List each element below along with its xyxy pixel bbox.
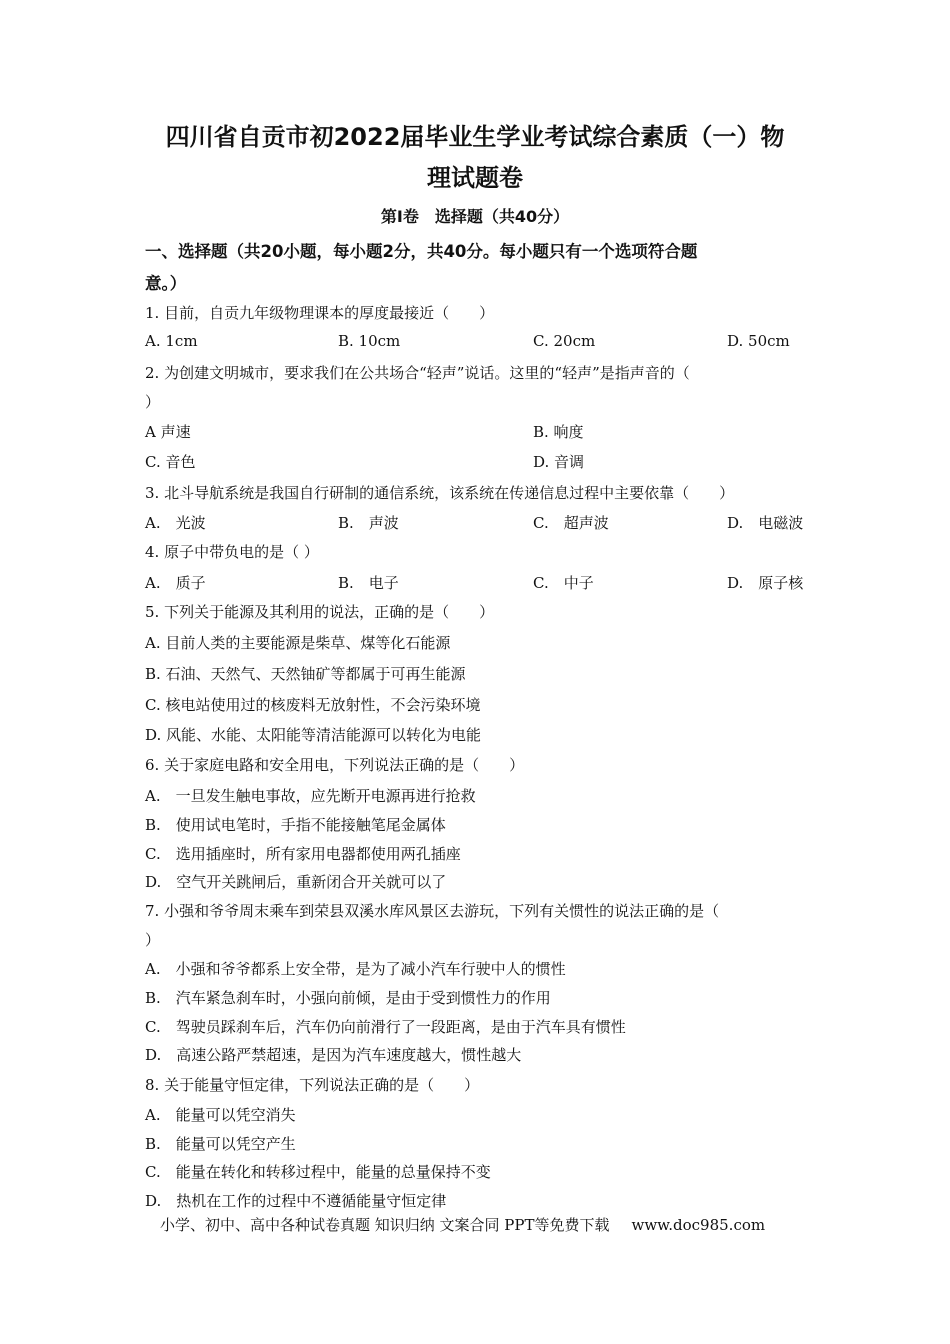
question-4-option-b: B. 电子 — [338, 574, 399, 592]
question-6-option-b: B. 使用试电笔时，手指不能接触笔尾金属体 — [145, 816, 446, 834]
question-3-option-b: B. 声波 — [338, 514, 399, 532]
question-4-option-a: A. 质子 — [145, 574, 206, 592]
question-4-stem: 4. 原子中带负电的是（ ） — [145, 543, 319, 561]
section-heading-line1: 一、选择题（共20小题，每小题2分，共40分。每小题只有一个选项符合题 — [145, 242, 698, 261]
question-8-option-a: A. 能量可以凭空消失 — [145, 1106, 296, 1124]
question-7-stem: 7. 小强和爷爷周末乘车到荣县双溪水库风景区去游玩，下列有关惯性的说法正确的是（ — [145, 902, 720, 920]
question-2-stem-cont: ） — [145, 393, 161, 411]
question-6-option-a: A. 一旦发生触电事故，应先断开电源再进行抢救 — [145, 787, 476, 805]
question-5-option-b: B. 石油、天然气、天然铀矿等都属于可再生能源 — [145, 665, 466, 683]
question-1-option-b: B. 10cm — [338, 332, 401, 350]
question-1-option-c: C. 20cm — [533, 332, 596, 350]
question-1-stem: 1. 目前，自贡九年级物理课本的厚度最接近（ ） — [145, 304, 495, 322]
question-8-option-c: C. 能量在转化和转移过程中，能量的总量保持不变 — [145, 1163, 491, 1181]
exam-title-line2: 理试题卷 — [427, 164, 523, 192]
exam-title-line1: 四川省自贡市初2022届毕业生学业考试综合素质（一）物 — [165, 123, 785, 151]
question-5-stem: 5. 下列关于能源及其利用的说法，正确的是（ ） — [145, 603, 495, 621]
question-7-option-a: A. 小强和爷爷都系上安全带，是为了减小汽车行驶中人的惯性 — [145, 960, 566, 978]
question-2-stem: 2. 为创建文明城市，要求我们在公共场合“轻声”说话。这里的“轻声”是指声音的（ — [145, 364, 690, 382]
question-6-option-d: D. 空气开关跳闸后，重新闭合开关就可以了 — [145, 873, 447, 891]
question-6-option-c: C. 选用插座时，所有家用电器都使用两孔插座 — [145, 845, 461, 863]
question-3-option-c: C. 超声波 — [533, 514, 609, 532]
question-5-option-a: A. 目前人类的主要能源是柴草、煤等化石能源 — [145, 634, 451, 652]
question-1-option-a: A. 1cm — [145, 332, 198, 350]
question-3-option-d: D. 电磁波 — [727, 514, 804, 532]
question-7-option-c: C. 驾驶员踩刹车后，汽车仍向前滑行了一段距离，是由于汽车具有惯性 — [145, 1018, 626, 1036]
question-2-option-b: B. 响度 — [533, 423, 584, 441]
question-1-option-d: D. 50cm — [727, 332, 790, 350]
question-8-stem: 8. 关于能量守恒定律，下列说法正确的是（ ） — [145, 1076, 480, 1094]
question-3-option-a: A. 光波 — [145, 514, 206, 532]
question-7-stem-cont: ） — [145, 931, 161, 949]
question-7-option-b: B. 汽车紧急刹车时，小强向前倾，是由于受到惯性力的作用 — [145, 989, 551, 1007]
question-2-option-c: C. 音色 — [145, 453, 196, 471]
question-3-stem: 3. 北斗导航系统是我国自行研制的通信系统，该系统在传递信息过程中主要依靠（ ） — [145, 484, 735, 502]
question-8-option-d: D. 热机在工作的过程中不遵循能量守恒定律 — [145, 1192, 447, 1210]
question-2-option-d: D. 音调 — [533, 453, 585, 471]
question-4-option-c: C. 中子 — [533, 574, 594, 592]
part-heading: 第Ⅰ卷 选择题（共40分） — [380, 207, 570, 226]
page-footer — [160, 1214, 765, 1235]
question-4-option-d: D. 原子核 — [727, 574, 804, 592]
question-2-option-a: A 声速 — [145, 423, 191, 441]
question-5-option-c: C. 核电站使用过的核废料无放射性，不会污染环境 — [145, 696, 481, 714]
section-heading-line2: 意。） — [145, 274, 187, 293]
question-8-option-b: B. 能量可以凭空产生 — [145, 1135, 296, 1153]
question-5-option-d: D. 风能、水能、太阳能等清洁能源可以转化为电能 — [145, 726, 482, 744]
footer-text: 小学、初中、高中各种试卷真题 知识归纳 文案合同 PPT等免费下载 — [160, 1216, 610, 1234]
footer-url: www.doc985.com — [631, 1216, 766, 1234]
question-7-option-d: D. 高速公路严禁超速，是因为汽车速度越大，惯性越大 — [145, 1046, 522, 1064]
question-6-stem: 6. 关于家庭电路和安全用电，下列说法正确的是（ ） — [145, 756, 525, 774]
